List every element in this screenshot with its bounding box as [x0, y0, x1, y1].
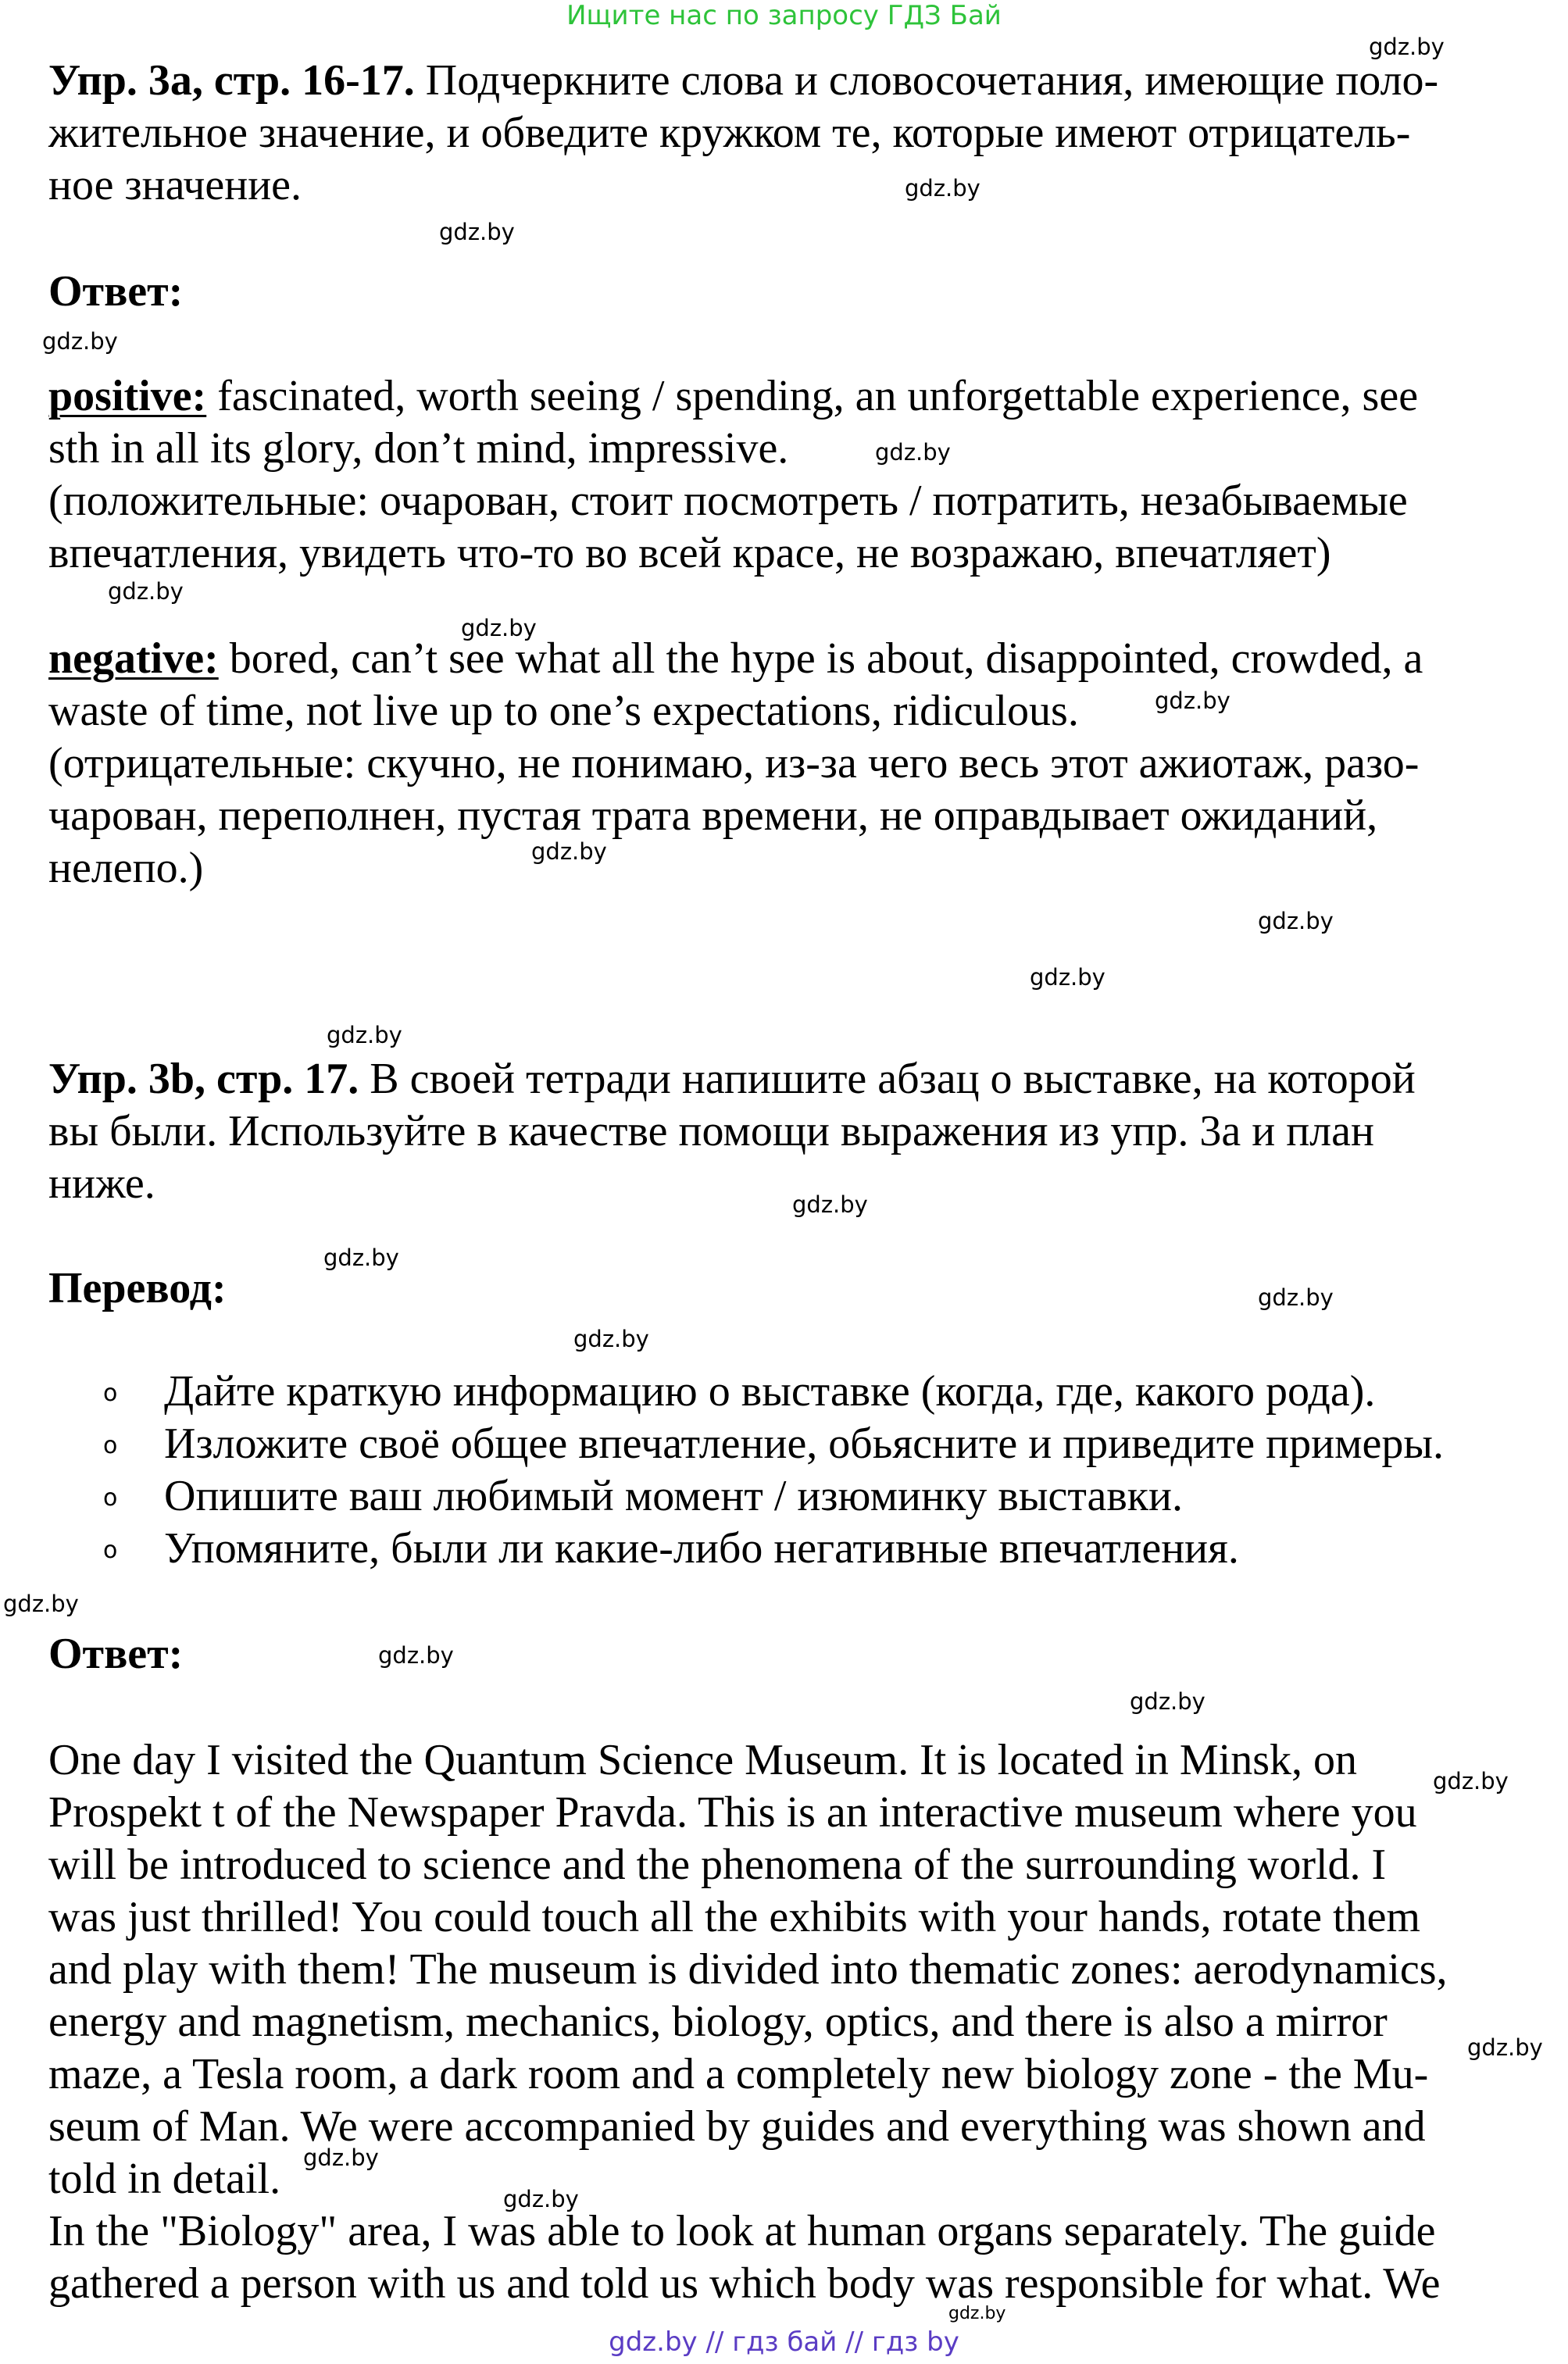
watermark: gdz.by [461, 615, 537, 641]
exercise-3a-label: Упр. 3а, стр. 16-17. [48, 56, 415, 105]
watermark: gdz.by [1369, 34, 1445, 60]
exercise-3b-label: Упр. 3b, стр. 17. [48, 1055, 359, 1103]
task-line: ное значение. [48, 161, 302, 209]
watermark: gdz.by [327, 1022, 402, 1048]
watermark: gdz.by [531, 838, 607, 865]
watermark: gdz.by [1467, 2034, 1543, 2061]
negative-line: bored, can’t see what all the hype is about, disappointed, crowded, a [218, 634, 1423, 683]
plan-list [48, 1366, 1548, 1575]
task-line: ниже. [48, 1159, 155, 1208]
list-item [48, 1470, 1548, 1523]
watermark: gdz.by [3, 1591, 79, 1617]
answer-text [48, 1734, 1533, 2310]
negative-label: negative: [48, 634, 219, 683]
watermark: gdz.by [378, 1642, 454, 1669]
negative-ru-line: чарован, переполнен, пустая трата времени, не оправдывает ожиданий, [48, 791, 1378, 840]
list-item [48, 1523, 1548, 1575]
list-item-text: Опишите ваш любимый момент / изюминку выставки. [164, 1472, 1183, 1520]
task-line: вы были. Используйте в качестве помощи выражения из упр. 3а и план [48, 1107, 1374, 1155]
task-line: Подчеркните слова и словосочетания, имеющие поло- [414, 56, 1439, 105]
positive-ru-line: впечатления, увидеть что-то во всей красе, не возражаю, впечатляет) [48, 529, 1331, 577]
translation-heading: Перевод: [48, 1264, 227, 1312]
negative-line: waste of time, not live up to one’s expectations, ridiculous. [48, 687, 1079, 735]
list-item-text: Изложите своё общее впечатление, обьясните и приведите примеры. [164, 1419, 1444, 1468]
bottom-banner: gdz.by // гдз бай // гдз by [609, 2327, 959, 2358]
exercise-3a-task [48, 55, 1533, 212]
bullet-icon: o [103, 1380, 118, 1407]
watermark: gdz.by [875, 439, 951, 466]
answer-heading: Ответ: [48, 1630, 184, 1678]
positive-section [48, 370, 1533, 580]
answer-line: seum of Man. We were accompanied by guides and everything was shown and [48, 2102, 1426, 2151]
watermark: gdz.by [1155, 687, 1230, 714]
watermark: gdz.by [573, 1326, 649, 1352]
negative-ru-line: (отрицательные: скучно, не понимаю, из-за чего весь этот ажиотаж, разо- [48, 739, 1420, 787]
negative-ru-line: нелепо.) [48, 844, 204, 892]
watermark: gdz.by [439, 219, 515, 245]
list-item-text: Упомяните, были ли какие-либо негативные впечатления. [164, 1524, 1239, 1573]
list-item [48, 1418, 1548, 1470]
answer-line: In the "Biology" area, I was able to look at human organs separately. The guide [48, 2207, 1436, 2255]
answer-line: will be introduced to science and the phenomena of the surrounding world. I [48, 1841, 1387, 1889]
watermark: gdz.by [1258, 1284, 1334, 1311]
answer-line: Prospekt t of the Newspaper Pravda. This is an interactive museum where you [48, 1788, 1417, 1837]
watermark: gdz.by [1130, 1688, 1205, 1715]
task-line: жительное значение, и обведите кружком те, которые имеют отрицатель- [48, 109, 1411, 157]
watermark: gdz.by [1030, 964, 1105, 991]
task-line: В своей тетради напишите абзац о выставке, на которой [359, 1055, 1416, 1103]
exercise-3b-task [48, 1053, 1533, 1210]
watermark: gdz.by [503, 2186, 579, 2212]
watermark: gdz.by [905, 175, 980, 202]
positive-label: positive: [48, 372, 207, 420]
positive-ru-line: (положительные: очарован, стоит посмотреть / потратить, незабываемые [48, 477, 1408, 525]
watermark: gdz.by [323, 1244, 399, 1271]
answer-line: maze, a Tesla room, a dark room and a completely new biology zone - the Mu- [48, 2050, 1429, 2098]
watermark: gdz.by [1258, 908, 1334, 934]
watermark: gdz.by [303, 2144, 379, 2171]
answer-line: gathered a person with us and told us which body was responsible for what. We [48, 2259, 1441, 2308]
positive-line: sth in all its glory, don’t mind, impressive. [48, 424, 789, 473]
top-banner: Ищите нас по запросу ГДЗ Бай [566, 0, 1002, 31]
watermark: gdz.by [108, 578, 184, 605]
bullet-icon: o [103, 1537, 118, 1564]
watermark: gdz.by [948, 2304, 1006, 2323]
answer-line: was just thrilled! You could touch all the exhibits with your hands, rotate them [48, 1893, 1420, 1941]
answer-line: energy and magnetism, mechanics, biology, optics, and there is also a mirror [48, 1998, 1388, 2046]
bullet-icon: o [103, 1432, 118, 1459]
answer-line: told in detail. [48, 2155, 281, 2203]
watermark: gdz.by [42, 328, 118, 355]
negative-section [48, 633, 1533, 895]
answer-line: and play with them! The museum is divided into thematic zones: aerodynamics, [48, 1945, 1448, 1994]
answer-heading: Ответ: [48, 267, 184, 316]
list-item [48, 1366, 1548, 1418]
list-item-text: Дайте краткую информацию о выставке (когда, где, какого рода). [164, 1367, 1376, 1416]
watermark: gdz.by [792, 1191, 868, 1218]
bullet-icon: o [103, 1484, 118, 1512]
answer-line: One day I visited the Quantum Science Museum. It is located in Minsk, on [48, 1736, 1358, 1784]
positive-line: fascinated, worth seeing / spending, an unforgettable experience, see [206, 372, 1419, 420]
watermark: gdz.by [1433, 1768, 1509, 1794]
